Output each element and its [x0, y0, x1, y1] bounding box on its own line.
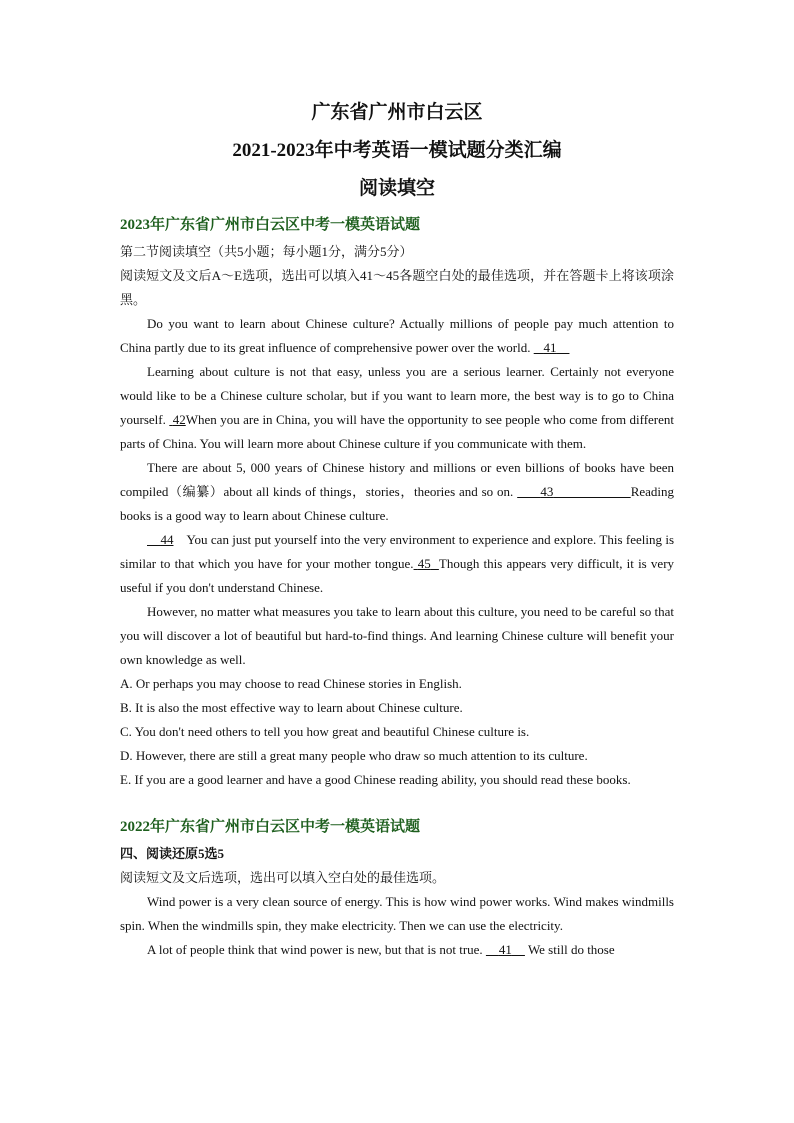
- section-2022-subheading: 四、阅读还原5选5: [120, 846, 225, 861]
- passage-paragraph-5: However, no matter what measures you take to learn about this culture, you need to be careful so that you will discover a lot of beautiful but hard-to-find things. And learning Chinese culture will benefit your own knowledge as well.: [120, 604, 674, 667]
- section-2023-heading: 2023年广东省广州市白云区中考一模英语试题: [120, 217, 421, 233]
- document-page: [120, 90, 674, 962]
- blank2-41: 41: [498, 942, 512, 957]
- blank-45: 45: [417, 556, 431, 571]
- passage-paragraph-3: There are about 5, 000 years of Chinese history and millions or even billions of books have been compiled（编纂）about all kinds of things，stories，theories and so on. 43 Reading books is a good way to learn about Chinese culture.: [120, 460, 675, 523]
- section-divider-space: [120, 792, 674, 810]
- title-topic: 阅读填空: [358, 178, 435, 199]
- section-2022-instruction: 阅读短文及文后选项，选出可以填入空白处的最佳选项。: [120, 870, 446, 885]
- blank-41: 41: [543, 340, 557, 355]
- option-b: B. It is also the most effective way to learn about Chinese culture.: [120, 700, 463, 715]
- passage2-paragraph-2: A lot of people think that wind power is new, but that is not true. 41 We still do those: [147, 942, 615, 957]
- passage-paragraph-2: Learning about culture is not that easy, unless you are a serious learner. Certainly not everyone would like to be a Chinese culture scholar, but if you want to learn more, the best way is to go to China yourself. 42When you are in China, you will have the opportunity to see people who come from different parts of China. You will learn more about Chinese culture if you communicate with them.: [120, 364, 675, 451]
- blank-43: 43: [540, 484, 554, 499]
- passage-paragraph-1: Do you want to learn about Chinese culture? Actually millions of people pay much attention to China partly due to its great influence of comprehensive power over the world. 41: [120, 316, 674, 355]
- option-a: A. Or perhaps you may choose to read Chinese stories in English.: [120, 676, 462, 691]
- section-2023-instruction: 阅读短文及文后A～E选项，选出可以填入41～45各题空白处的最佳选项，并在答题卡上将该项涂黑。: [120, 268, 674, 307]
- title-collection: 2021-2023年中考英语一模试题分类汇编: [232, 140, 562, 161]
- blank-42: 42: [172, 412, 186, 427]
- passage-paragraph-4: 44 You can just put yourself into the very environment to experience and explore. This feeling is similar to that which you have for your mother tongue. 45 Though this appears very difficult, it is very useful if you don't understand Chinese.: [120, 532, 675, 595]
- option-d: D. However, there are still a great many people who draw so much attention to its culture.: [120, 748, 588, 763]
- section-2023-subheading: 第二节阅读填空（共5小题；每小题1分，满分5分）: [120, 244, 413, 259]
- section-2022-heading: 2022年广东省广州市白云区中考一模英语试题: [120, 819, 421, 835]
- blank-44: 44: [160, 532, 174, 547]
- title-region: 广东省广州市白云区: [311, 102, 483, 123]
- passage2-paragraph-1: Wind power is a very clean source of energy. This is how wind power works. Wind makes windmills spin. When the windmills spin, they make electricity. Then we can use the electricity.: [120, 894, 674, 933]
- option-e: E. If you are a good learner and have a good Chinese reading ability, you should read these books.: [120, 772, 631, 787]
- option-c: C. You don't need others to tell you how great and beautiful Chinese culture is.: [120, 724, 530, 739]
